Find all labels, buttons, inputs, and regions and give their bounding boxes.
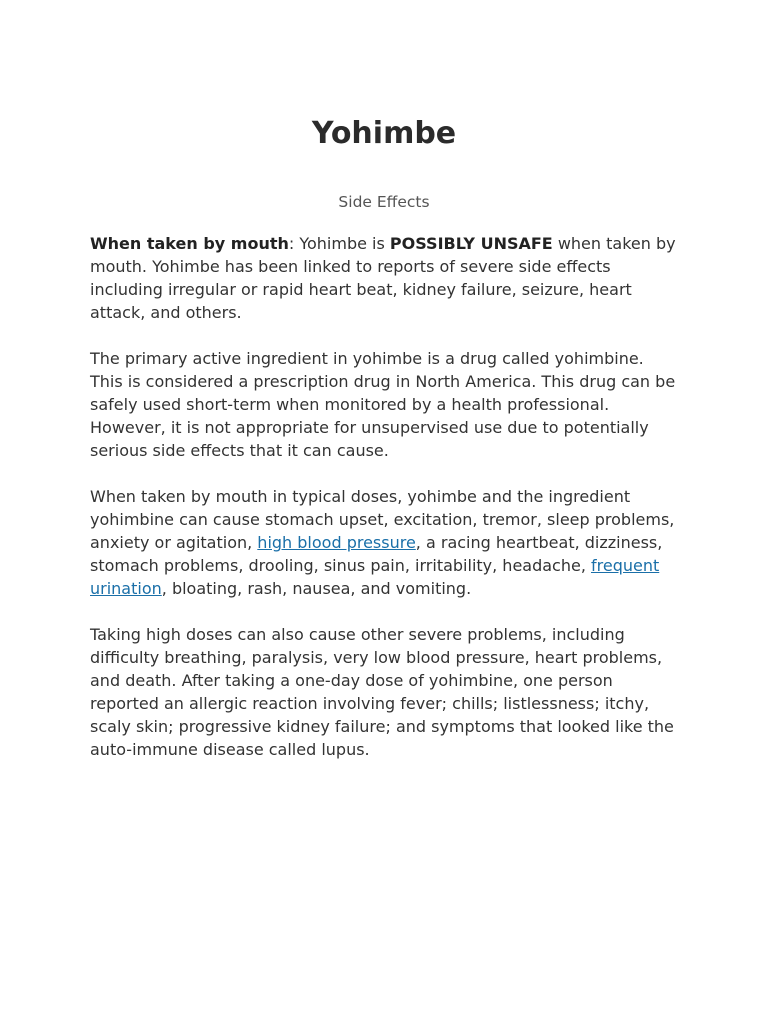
lead-label: When taken by mouth xyxy=(90,234,289,253)
paragraph-typical-doses xyxy=(90,485,680,600)
safety-rating: POSSIBLY UNSAFE xyxy=(389,234,553,253)
page-title: Yohimbe xyxy=(311,116,457,151)
paragraph-text: When taken by mouth in typical doses, yohimbe and the ingredient yohimbine can cause stomach upset, excitation, tremor, sleep problems, anxiety or agitation, xyxy=(90,487,675,552)
paragraph-high-doses: Taking high doses can also cause other severe problems, including difficulty breathing, paralysis, very low blood pressure, heart problems, and death. After taking a one-day dose of yohimbine, one person reported an allergic reaction involving fever; chills; listlessness; itchy, scaly skin; progressive kidney failure; and symptoms that looked like the auto-immune disease called lupus. xyxy=(90,625,674,759)
paragraph-text: : Yohimbe is xyxy=(288,234,390,253)
frequent-urination-link[interactable]: frequent urination xyxy=(90,556,660,598)
high-blood-pressure-link[interactable]: high blood pressure xyxy=(257,533,416,552)
paragraph-oral-safety xyxy=(90,232,680,324)
article-body xyxy=(90,232,680,784)
paragraph-text: when taken by mouth. Yohimbe has been linked to reports of severe side effects including irregular or rapid heart beat, kidney failure, seizure, heart attack, and others. xyxy=(90,234,676,322)
paragraph-text: , a racing heartbeat, dizziness, stomach problems, drooling, sinus pain, irritability, headache, xyxy=(90,533,663,575)
paragraph-active-ingredient: The primary active ingredient in yohimbe is a drug called yohimbine. This is considered a prescription drug in North America. This drug can be safely used short-term when monitored by a health professional. However, it is not appropriate for unsupervised use due to potentially serious side effects that it can cause. xyxy=(90,349,676,460)
section-subtitle: Side Effects xyxy=(338,193,430,211)
paragraph-text: , bloating, rash, nausea, and vomiting. xyxy=(161,579,472,598)
